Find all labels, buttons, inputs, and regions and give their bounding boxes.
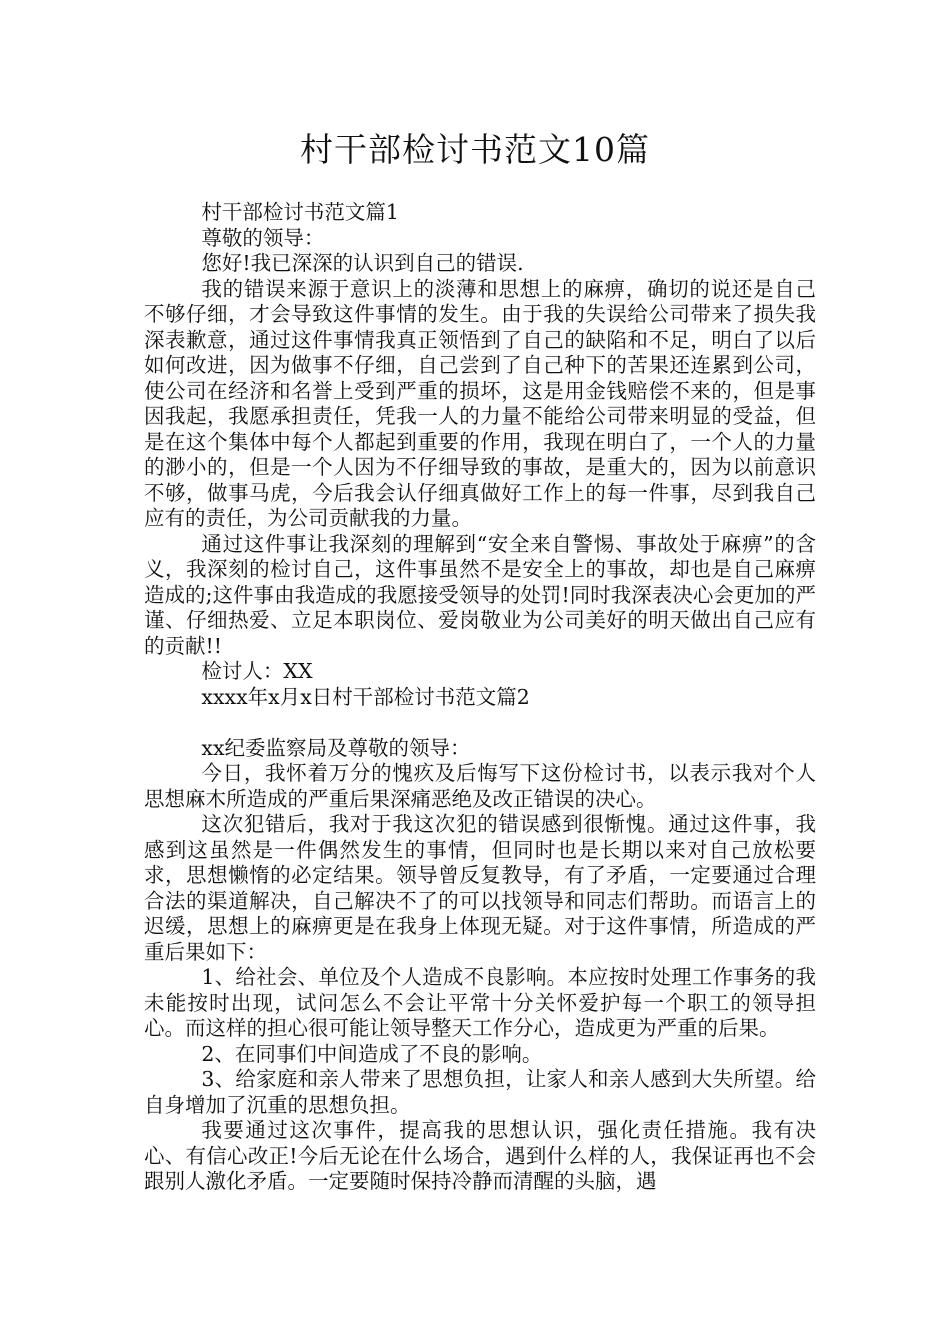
paragraph: 我要通过这次事件，提高我的思想认识，强化责任措施。我有决心、有信心改正!今后无论在什么场合，遇到什么样的人，我保证再也不会跟别人激化矛盾。一定要随时保持冷静而清醒的头脑，遇: [144, 1118, 816, 1193]
date-and-section-heading-2: xxxx年x月x日村干部检讨书范文篇2: [201, 684, 530, 709]
salutation: xx纪委监察局及尊敬的领导：: [201, 735, 471, 760]
paragraph: 我的错误来源于意识上的淡薄和思想上的麻痹，确切的说还是自己不够仔细，才会导致这件事情的发生。由于我的失误给公司带来了损失我深表歉意，通过这件事情我真正领悟到了自己的缺陷和不足，明白了以后如何改进，因为做事不仔细，自己尝到了自己种下的苦果还连累到公司，使公司在经济和名誉上受到严重的损坏，这是用金钱赔偿不来的，但是事因我起，我愿承担责任，凭我一人的力量不能给公司带来明显的受益，但是在这个集体中每个人都起到重要的作用，我现在明白了，一个人的力量的渺小的，但是一个人因为不仔细导致的事故，是重大的，因为以前意识不够，做事马虎，今后我会认仔细真做好工作上的每一件事，尽到我自己应有的责任，为公司贡献我的力量。: [144, 276, 816, 530]
salutation: 尊敬的领导：: [201, 225, 325, 250]
list-item: 3、给家庭和亲人带来了思想负担，让家人和亲人感到大失所望。给自身增加了沉重的思想负担。: [144, 1067, 816, 1117]
paragraph: 今日，我怀着万分的愧疚及后悔写下这份检讨书，以表示我对个人思想麻木所造成的严重后果深痛恶绝及改正错误的决心。: [144, 761, 816, 811]
paragraph: 您好!我已深深的认识到自己的错误.: [201, 251, 524, 275]
document-title: 村干部检讨书范文10篇: [300, 130, 650, 169]
list-item: 1、给社会、单位及个人造成不良影响。本应按时处理工作事务的我未能按时出现，试问怎么不会让平常十分关怀爱护每一个职工的领导担心。而这样的担心很可能让领导整天工作分心，造成更为严重的后果。: [144, 965, 816, 1040]
signature-line: 检讨人：XX: [201, 659, 313, 683]
section-heading-1: 村干部检讨书范文篇1: [201, 200, 399, 224]
document-body: [144, 200, 816, 1195]
paragraph: 通过这件事让我深刻的理解到“安全来自警惕、事故处于麻痹”的含义，我深刻的检讨自己，这件事虽然不是安全上的事故，却也是自己麻痹造成的;这件事由我造成的我愿接受领导的处罚!同时我深表决心会更加的严谨、仔细热爱、立足本职岗位、爱岗敬业为公司美好的明天做出自己应有的贡献!!: [144, 531, 816, 658]
paragraph: 这次犯错后，我对于我这次犯的错误感到很惭愧。通过这件事，我感到这虽然是一件偶然发生的事情，但同时也是长期以来对自己放松要求，思想懒惰的必定结果。领导曾反复教导，有了矛盾，一定要通过合理合法的渠道解决，自己解决不了的可以找领导和同志们帮助。而语言上的迟缓，思想上的麻痹更是在我身上体现无疑。对于这件事情，所造成的严重后果如下：: [144, 812, 816, 964]
list-item: 2、在同事们中间造成了不良的影响。: [201, 1041, 543, 1066]
